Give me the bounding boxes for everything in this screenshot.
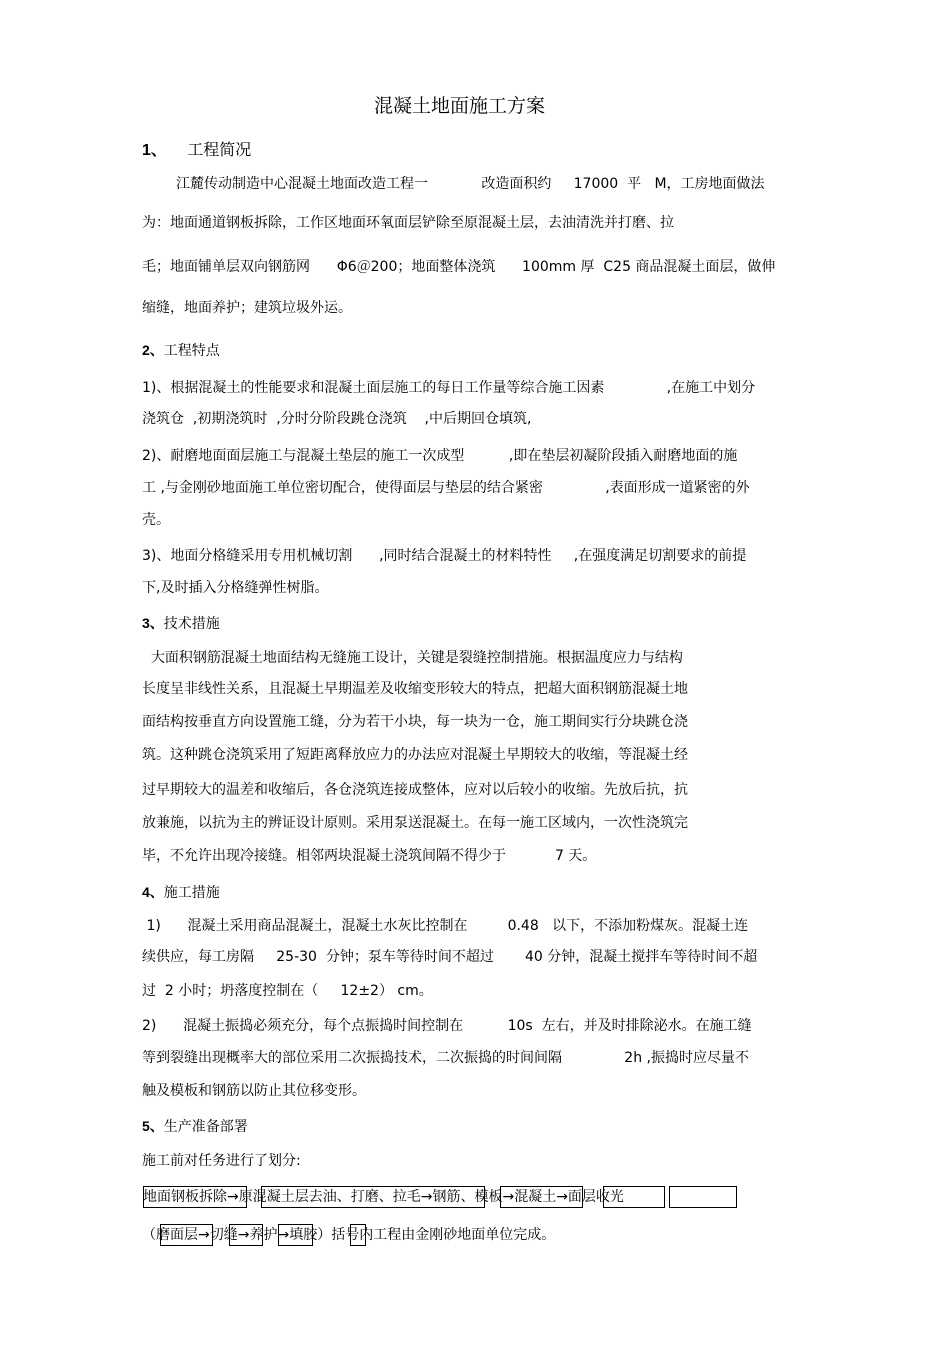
paragraph-line: 江麓传动制造中心混凝土地面改造工程一 改造面积约 17000 平 M，工房地面做法	[176, 176, 765, 192]
flow-box-empty	[669, 1186, 737, 1208]
paragraph-line: 续供应，每工房隔 25-30 分钟；泵车等待时间不超过 40 分钟，混凝土搅拌车等待时间不超	[142, 949, 758, 965]
paragraph-line: 等到裂缝出现概率大的部位采用二次振捣技术，二次振捣的时间间隔 2h ,振捣时应尽量不	[142, 1050, 749, 1066]
paragraph-line: 壳。	[142, 512, 170, 528]
section-number: 2、	[142, 342, 164, 358]
section-number: 3、	[142, 615, 164, 631]
paragraph-line: 毛；地面铺单层双向钢筋网 Φ6＠200；地面整体浇筑 100mm 厚 C25 商品混凝土面层，做伸	[142, 259, 776, 275]
paragraph-line: 3)、地面分格缝采用专用机械切割 ,同时结合混凝土的材料特性 ,在强度满足切割要求的前提	[142, 548, 747, 564]
section-1-heading	[142, 140, 251, 161]
paragraph-line: 过 2 小时；坍落度控制在（ 12±2） cm。	[142, 983, 433, 999]
section-number: 5、	[142, 1118, 164, 1134]
flow-text: （磨面层→切缝→养护→填胶）括号内工程由金刚砂地面单位完成。	[142, 1227, 556, 1243]
flow-text: 地面钢板拆除→原混凝土层去油、打磨、拉毛→钢筋、模板→混凝土→面层收光	[143, 1189, 624, 1205]
section-title: 施工措施	[163, 885, 220, 901]
paragraph-line: 下,及时插入分格缝弹性树脂。	[142, 580, 329, 596]
document-title: 混凝土地面施工方案	[374, 95, 546, 117]
paragraph-line: 2) 混凝土振捣必须充分，每个点振捣时间控制在 10s 左右，并及时排除泌水。在施工缝	[142, 1018, 752, 1034]
paragraph-line: 2)、耐磨地面面层施工与混凝土垫层的施工一次成型 ,即在垫层初凝阶段插入耐磨地面的施	[142, 448, 738, 464]
section-title: 工程简况	[187, 140, 252, 159]
paragraph-line: 触及模板和钢筋以防止其位移变形。	[142, 1083, 366, 1099]
paragraph-line: 缩缝，地面养护；建筑垃圾外运。	[142, 300, 352, 316]
section-number: 4、	[142, 884, 164, 900]
section-title: 工程特点	[163, 343, 220, 359]
paragraph-line: 浇筑仓 ,初期浇筑时 ,分时分阶段跳仓浇筑 ,中后期回仓填筑,	[142, 411, 532, 427]
section-4-heading	[142, 883, 220, 902]
paragraph-line: 工 ,与金刚砂地面施工单位密切配合，使得面层与垫层的结合紧密 ,表面形成一道紧密的外	[142, 480, 750, 496]
paragraph-line: 筑。这种跳仓浇筑采用了短距离释放应力的办法应对混凝土早期较大的收缩，等混凝土经	[142, 747, 688, 763]
section-2-heading	[142, 341, 220, 360]
paragraph-line: 放兼施，以抗为主的辨证设计原则。采用泵送混凝土。在每一施工区域内，一次性浇筑完	[142, 815, 688, 831]
paragraph-line: 1) 混凝土采用商品混凝土，混凝土水灰比控制在 0.48 以下，不添加粉煤灰。混凝土连	[142, 918, 749, 934]
section-number: 1、	[142, 142, 167, 159]
paragraph-line: 长度呈非线性关系，且混凝土早期温差及收缩变形较大的特点，把超大面积钢筋混凝土地	[142, 681, 688, 697]
paragraph-line: 1)、根据混凝土的性能要求和混凝土面层施工的每日工作量等综合施工因素 ,在施工中划分	[142, 380, 756, 396]
paragraph-line: 施工前对任务进行了划分:	[142, 1153, 301, 1169]
paragraph-line: 为：地面通道钢板拆除，工作区地面环氧面层铲除至原混凝土层，去油清洗并打磨、拉	[142, 215, 674, 231]
paragraph-line: 毕，不允许出现冷接缝。相邻两块混凝土浇筑间隔不得少于 7 天。	[142, 848, 597, 864]
paragraph-line: 大面积钢筋混凝土地面结构无缝施工设计，关键是裂缝控制措施。根据温度应力与结构	[142, 650, 683, 666]
section-title: 生产准备部署	[163, 1119, 248, 1135]
section-title: 技术措施	[163, 616, 220, 632]
paragraph-line: 面结构按垂直方向设置施工缝，分为若干小块，每一块为一仓，施工期间实行分块跳仓浇	[142, 714, 688, 730]
section-5-heading	[142, 1117, 248, 1136]
paragraph-line: 过早期较大的温差和收缩后，各仓浇筑连接成整体，应对以后较小的收缩。先放后抗，抗	[142, 782, 688, 798]
section-3-heading	[142, 614, 220, 633]
